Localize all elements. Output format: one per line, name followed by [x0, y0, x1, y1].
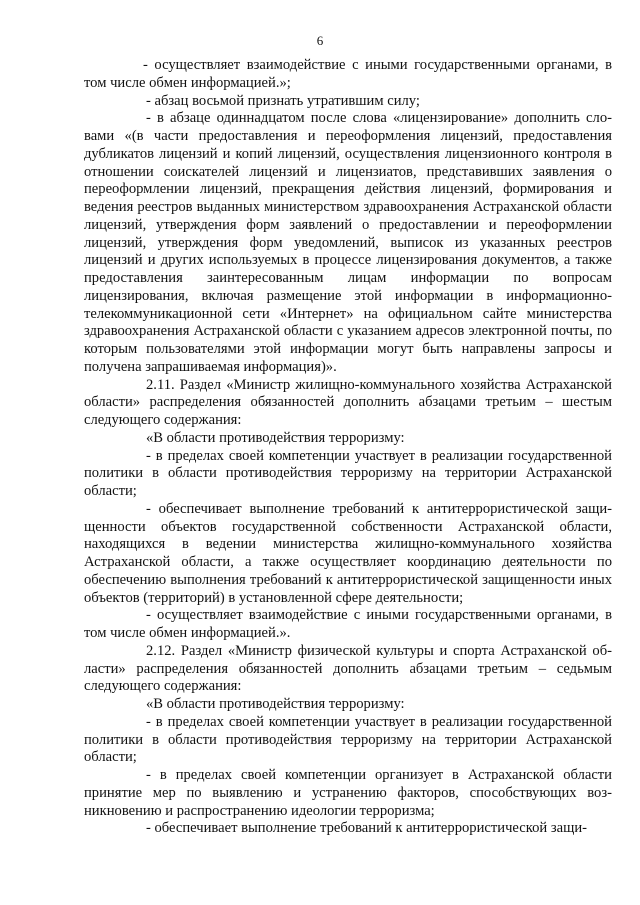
paragraph-section-2-12: 2.12. Раздел «Министр физической культуры и спорта Астраханской области» распределения обязанностей дополнить абзацами третьим – седьмым следующего содержания:	[84, 642, 612, 695]
paragraph-abolish-eighth: - абзац восьмой признать утратившим силу;	[146, 92, 420, 109]
paragraph-counterterrorism-heading-2: «В области противодействия терроризму:	[146, 696, 405, 712]
paragraph-interaction-clause-2: - осуществляет взаимодействие с иными государственными органами, в том числе обмен информацией.».	[84, 607, 612, 641]
paragraph-state-policy: - в пределах своей компетенции участвует в реализации государственной политики в области противодействия терроризму на территории Астраханской области;	[84, 447, 612, 499]
paragraph-security-requirements: - обеспечивает выполнение требований к антитеррористической защищенности объектов государственной собственности Астраханской области, находящихся в ведении министерства жилищно-коммунального хозяйства Астраханской области, а также осуществляет координацию деятельности по обеспечению выполнения требований к антитеррористической защищенности иных объектов (территорий) в установленной сфере деятельности;	[84, 500, 612, 606]
paragraph-ideology-prevention: - в пределах своей компетенции организует в Астраханской области принятие мер по выявлению и устранению факторов, способствующих возникновению и распространению идеологии терроризма;	[84, 767, 612, 819]
paragraph-section-2-11: 2.11. Раздел «Министр жилищно-коммунального хозяйства Астраханской области» распределения обязанностей дополнить абзацами третьим – шестым следующего содержания:	[84, 376, 612, 428]
paragraph-state-policy-2: - в пределах своей компетенции участвует в реализации государственной политики в области противодействия терроризму на территории Астраханской области;	[84, 713, 612, 766]
paragraph-interaction-clause: - осуществляет взаимодействие с иными государственными органами, в том числе обмен информацией.»;	[84, 57, 612, 91]
document-body	[84, 57, 612, 838]
paragraph-counterterrorism-heading: «В области противодействия терроризму:	[146, 429, 405, 446]
page-number: 6	[316, 33, 324, 48]
paragraph-licensing-amendment: - в абзаце одиннадцатом после слова «лицензирование» дополнить словами «(в части предоставления и переоформления лицензий, предоставления дубликатов лицензий и копий лицензий, осуществления лицензионного контроля в отношении соискателей лицензий и лицензиатов, представивших заявления о переоформлении лицензий, прекращения действия лицензий, формирования и ведения реестров выданных министерством здравоохранения Астраханской области лицензий, утверждения форм заявлений о предоставлении и переоформлении лицензий, утверждения форм уведомлений, выписок из указанных реестров лицензий и других используемых в процессе лицензирования документов, а также предоставления заинтересованным лицам информации по вопросам лицензирования, включая размещение этой информации в информационно-телекоммуникационной сети «Интернет» на официальном сайте министерства здравоохранения Астраханской области с указанием адресов электронной почты, по которым пользователями этой информации могут быть направлены запросы и получена запрашиваемая информация)».	[84, 110, 612, 375]
paragraph-security-requirements-2: - обеспечивает выполнение требований к антитеррористической защи-	[146, 820, 587, 837]
